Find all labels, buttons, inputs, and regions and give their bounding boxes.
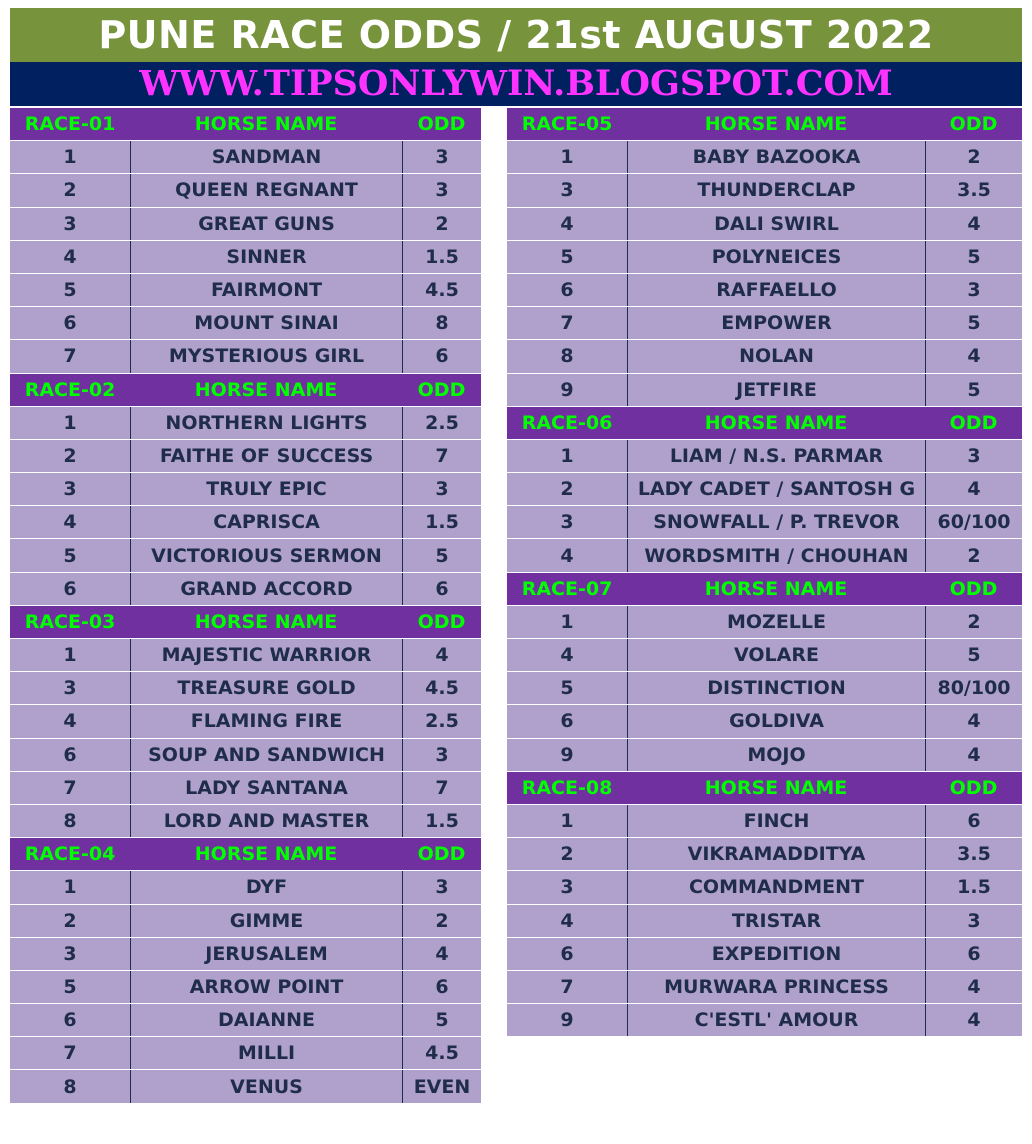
- odd-header: ODD: [417, 610, 466, 633]
- horse-number: 1: [63, 876, 77, 899]
- horse-name: FAIRMONT: [130, 274, 402, 306]
- horse-name-header: HORSE NAME: [704, 577, 848, 600]
- horse-name: SANDMAN: [130, 141, 402, 173]
- horse-name: TRISTAR: [627, 905, 925, 937]
- table-row: [507, 274, 1022, 307]
- table-row: [10, 174, 481, 207]
- horse-number: 4: [63, 710, 77, 733]
- table-row: [10, 1070, 481, 1103]
- horse-odd: 3: [925, 440, 1022, 472]
- horse-number: 8: [63, 1075, 77, 1098]
- table-row: [10, 141, 481, 174]
- table-row: [507, 141, 1022, 174]
- table-row: [507, 639, 1022, 672]
- horse-number: 8: [63, 810, 77, 833]
- horse-name: GOLDIVA: [627, 705, 925, 737]
- horse-odd: 3: [925, 905, 1022, 937]
- table-row: [507, 805, 1022, 838]
- horse-odd: 4: [925, 473, 1022, 505]
- horse-odd: 2: [925, 539, 1022, 571]
- horse-name: EXPEDITION: [627, 938, 925, 970]
- horse-number: 8: [560, 345, 574, 368]
- odd-header: ODD: [949, 776, 998, 799]
- table-row: [10, 1004, 481, 1037]
- horse-odd: 6: [402, 573, 481, 605]
- horse-number: 5: [63, 544, 77, 567]
- horse-odd: 1.5: [402, 506, 481, 538]
- horse-number: 6: [63, 743, 77, 766]
- website-banner: WWW.TIPSONLYWIN.BLOGSPOT.COM: [10, 62, 1022, 106]
- horse-number: 1: [63, 644, 77, 667]
- table-row: [507, 473, 1022, 506]
- horse-number: 7: [560, 312, 574, 335]
- horse-odd: 60/100: [925, 506, 1022, 538]
- horse-number: 4: [560, 644, 574, 667]
- horse-number: 2: [560, 478, 574, 501]
- race-number-header: RACE-05: [521, 113, 613, 136]
- horse-name: CAPRISCA: [130, 506, 402, 538]
- horse-odd: 2: [925, 606, 1022, 638]
- horse-name: SNOWFALL / P. TREVOR: [627, 506, 925, 538]
- horse-name: VOLARE: [627, 639, 925, 671]
- horse-odd: 7: [402, 772, 481, 804]
- horse-name: NOLAN: [627, 340, 925, 372]
- horse-number: 2: [560, 843, 574, 866]
- race-header: [507, 407, 1022, 440]
- table-row: [10, 705, 481, 738]
- horse-name: TREASURE GOLD: [130, 672, 402, 704]
- race-number-header: RACE-07: [521, 577, 613, 600]
- table-row: [10, 971, 481, 1004]
- horse-odd: 1.5: [402, 805, 481, 837]
- table-row: [10, 539, 481, 572]
- horse-odd: 4: [925, 1004, 1022, 1036]
- horse-name: ARROW POINT: [130, 971, 402, 1003]
- horse-number: 7: [63, 776, 77, 799]
- race-number-header: RACE-06: [521, 411, 613, 434]
- table-row: [507, 307, 1022, 340]
- horse-odd: 2.5: [402, 705, 481, 737]
- horse-odd: 3: [402, 174, 481, 206]
- horse-name: C'ESTL' AMOUR: [627, 1004, 925, 1036]
- table-row: [507, 174, 1022, 207]
- horse-name: LADY CADET / SANTOSH G: [627, 473, 925, 505]
- table-row: [507, 739, 1022, 772]
- race-number-header: RACE-04: [24, 843, 116, 866]
- table-row: [10, 772, 481, 805]
- horse-number: 3: [560, 876, 574, 899]
- horse-number: 7: [560, 975, 574, 998]
- table-row: [507, 838, 1022, 871]
- horse-odd: 7: [402, 440, 481, 472]
- odd-header: ODD: [417, 113, 466, 136]
- table-row: [507, 905, 1022, 938]
- table-row: [507, 340, 1022, 373]
- horse-odd: 3: [402, 473, 481, 505]
- table-row: [10, 307, 481, 340]
- table-row: [10, 871, 481, 904]
- horse-odd: 1.5: [925, 871, 1022, 903]
- table-row: [10, 340, 481, 373]
- odd-header: ODD: [949, 411, 998, 434]
- odd-header: ODD: [417, 843, 466, 866]
- horse-name: MYSTERIOUS GIRL: [130, 340, 402, 372]
- horse-number: 4: [560, 909, 574, 932]
- horse-name-header: HORSE NAME: [704, 411, 848, 434]
- horse-odd: 4.5: [402, 1037, 481, 1069]
- race-header: [507, 573, 1022, 606]
- horse-name: JETFIRE: [627, 374, 925, 406]
- horse-number: 1: [560, 146, 574, 169]
- horse-odd: 4: [925, 340, 1022, 372]
- horse-odd: 5: [925, 307, 1022, 339]
- table-row: [507, 208, 1022, 241]
- race-number-header: RACE-08: [521, 776, 613, 799]
- horse-name: EMPOWER: [627, 307, 925, 339]
- horse-odd: 2: [925, 141, 1022, 173]
- table-row: [10, 672, 481, 705]
- odd-header: ODD: [949, 113, 998, 136]
- horse-number: 6: [63, 312, 77, 335]
- table-row: [507, 374, 1022, 407]
- race-header: [507, 772, 1022, 805]
- table-row: [10, 241, 481, 274]
- horse-odd: 3: [402, 871, 481, 903]
- horse-name-header: HORSE NAME: [194, 843, 338, 866]
- horse-name-header: HORSE NAME: [704, 776, 848, 799]
- horse-number: 7: [63, 345, 77, 368]
- table-row: [507, 506, 1022, 539]
- horse-name: SOUP AND SANDWICH: [130, 739, 402, 771]
- horse-odd: 4: [402, 938, 481, 970]
- horse-odd: 3.5: [925, 174, 1022, 206]
- table-row: [507, 539, 1022, 572]
- horse-name: MOUNT SINAI: [130, 307, 402, 339]
- horse-number: 9: [560, 378, 574, 401]
- horse-number: 7: [63, 1042, 77, 1065]
- horse-number: 3: [63, 677, 77, 700]
- horse-odd: 4: [925, 705, 1022, 737]
- table-row: [10, 506, 481, 539]
- horse-name-header: HORSE NAME: [704, 113, 848, 136]
- horse-number: 9: [560, 743, 574, 766]
- horse-odd: 6: [402, 340, 481, 372]
- horse-odd: 4.5: [402, 274, 481, 306]
- table-row: [10, 938, 481, 971]
- table-row: [10, 1037, 481, 1070]
- horse-name: BABY BAZOOKA: [627, 141, 925, 173]
- horse-number: 3: [63, 478, 77, 501]
- horse-number: 4: [63, 245, 77, 268]
- table-row: [10, 274, 481, 307]
- table-row: [507, 440, 1022, 473]
- horse-number: 6: [63, 1009, 77, 1032]
- table-row: [507, 971, 1022, 1004]
- horse-number: 4: [560, 212, 574, 235]
- horse-name: POLYNEICES: [627, 241, 925, 273]
- horse-name: VIKRAMADDITYA: [627, 838, 925, 870]
- horse-odd: 2.5: [402, 407, 481, 439]
- horse-name: VENUS: [130, 1070, 402, 1102]
- horse-number: 5: [560, 677, 574, 700]
- horse-odd: 4: [925, 208, 1022, 240]
- horse-number: 1: [63, 411, 77, 434]
- horse-name: GRAND ACCORD: [130, 573, 402, 605]
- horse-odd: 5: [402, 539, 481, 571]
- horse-name: COMMANDMENT: [627, 871, 925, 903]
- horse-odd: 4.5: [402, 672, 481, 704]
- horse-number: 3: [560, 511, 574, 534]
- horse-number: 1: [560, 444, 574, 467]
- horse-odd: 5: [402, 1004, 481, 1036]
- horse-number: 6: [560, 279, 574, 302]
- horse-name: DAIANNE: [130, 1004, 402, 1036]
- horse-name: SINNER: [130, 241, 402, 273]
- table-row: [10, 905, 481, 938]
- horse-name: FLAMING FIRE: [130, 705, 402, 737]
- table-row: [507, 606, 1022, 639]
- horse-odd: 6: [402, 971, 481, 1003]
- horse-odd: EVEN: [402, 1070, 481, 1102]
- left-column: [10, 108, 481, 1104]
- horse-name: THUNDERCLAP: [627, 174, 925, 206]
- horse-odd: 80/100: [925, 672, 1022, 704]
- race-number-header: RACE-03: [24, 610, 116, 633]
- horse-name: JERUSALEM: [130, 938, 402, 970]
- horse-name-header: HORSE NAME: [194, 378, 338, 401]
- horse-name: DISTINCTION: [627, 672, 925, 704]
- odd-header: ODD: [949, 577, 998, 600]
- page-title: PUNE RACE ODDS / 21st AUGUST 2022: [10, 8, 1022, 62]
- horse-number: 3: [63, 942, 77, 965]
- horse-odd: 2: [402, 905, 481, 937]
- horse-name: DALI SWIRL: [627, 208, 925, 240]
- race-number-header: RACE-01: [24, 113, 116, 136]
- race-header: [507, 108, 1022, 141]
- table-row: [507, 1004, 1022, 1037]
- horse-name: WORDSMITH / CHOUHAN: [627, 539, 925, 571]
- race-header: [10, 606, 481, 639]
- horse-number: 6: [63, 577, 77, 600]
- horse-name: MURWARA PRINCESS: [627, 971, 925, 1003]
- horse-number: 2: [63, 909, 77, 932]
- table-row: [507, 938, 1022, 971]
- horse-name: QUEEN REGNANT: [130, 174, 402, 206]
- odd-header: ODD: [417, 378, 466, 401]
- horse-name: DYF: [130, 871, 402, 903]
- table-row: [10, 639, 481, 672]
- horse-name-header: HORSE NAME: [194, 113, 338, 136]
- horse-name: LIAM / N.S. PARMAR: [627, 440, 925, 472]
- horse-number: 1: [560, 610, 574, 633]
- race-header: [10, 108, 481, 141]
- table-row: [10, 573, 481, 606]
- horse-name: LORD AND MASTER: [130, 805, 402, 837]
- table-row: [10, 473, 481, 506]
- horse-name: TRULY EPIC: [130, 473, 402, 505]
- horse-name: LADY SANTANA: [130, 772, 402, 804]
- race-header: [10, 374, 481, 407]
- horse-odd: 4: [925, 739, 1022, 771]
- horse-odd: 3: [402, 739, 481, 771]
- table-row: [10, 739, 481, 772]
- horse-number: 1: [560, 810, 574, 833]
- horse-odd: 6: [925, 938, 1022, 970]
- horse-number: 4: [63, 511, 77, 534]
- horse-name: VICTORIOUS SERMON: [130, 539, 402, 571]
- horse-name: FAITHE OF SUCCESS: [130, 440, 402, 472]
- horse-number: 4: [560, 544, 574, 567]
- table-row: [507, 871, 1022, 904]
- horse-odd: 3: [925, 274, 1022, 306]
- horse-name: MILLI: [130, 1037, 402, 1069]
- horse-name: GREAT GUNS: [130, 208, 402, 240]
- horse-odd: 4: [402, 639, 481, 671]
- horse-number: 5: [560, 245, 574, 268]
- right-column: [507, 108, 1022, 1037]
- horse-number: 5: [63, 975, 77, 998]
- race-header: [10, 838, 481, 871]
- horse-number: 5: [63, 279, 77, 302]
- horse-name-header: HORSE NAME: [194, 610, 338, 633]
- table-row: [10, 805, 481, 838]
- horse-name: GIMME: [130, 905, 402, 937]
- horse-name: MOJO: [627, 739, 925, 771]
- horse-odd: 1.5: [402, 241, 481, 273]
- table-row: [507, 705, 1022, 738]
- horse-number: 3: [560, 179, 574, 202]
- horse-odd: 8: [402, 307, 481, 339]
- horse-number: 1: [63, 146, 77, 169]
- horse-odd: 6: [925, 805, 1022, 837]
- horse-name: MOZELLE: [627, 606, 925, 638]
- horse-name: RAFFAELLO: [627, 274, 925, 306]
- horse-number: 9: [560, 1009, 574, 1032]
- horse-odd: 3.5: [925, 838, 1022, 870]
- horse-number: 2: [63, 444, 77, 467]
- horse-odd: 5: [925, 639, 1022, 671]
- table-row: [507, 672, 1022, 705]
- table-row: [507, 241, 1022, 274]
- horse-odd: 3: [402, 141, 481, 173]
- race-number-header: RACE-02: [24, 378, 116, 401]
- horse-name: NORTHERN LIGHTS: [130, 407, 402, 439]
- horse-number: 6: [560, 942, 574, 965]
- horse-odd: 5: [925, 241, 1022, 273]
- horse-number: 3: [63, 212, 77, 235]
- horse-odd: 5: [925, 374, 1022, 406]
- horse-odd: 2: [402, 208, 481, 240]
- horse-number: 2: [63, 179, 77, 202]
- horse-name: FINCH: [627, 805, 925, 837]
- table-row: [10, 440, 481, 473]
- horse-name: MAJESTIC WARRIOR: [130, 639, 402, 671]
- table-row: [10, 407, 481, 440]
- horse-number: 6: [560, 710, 574, 733]
- table-row: [10, 208, 481, 241]
- horse-odd: 4: [925, 971, 1022, 1003]
